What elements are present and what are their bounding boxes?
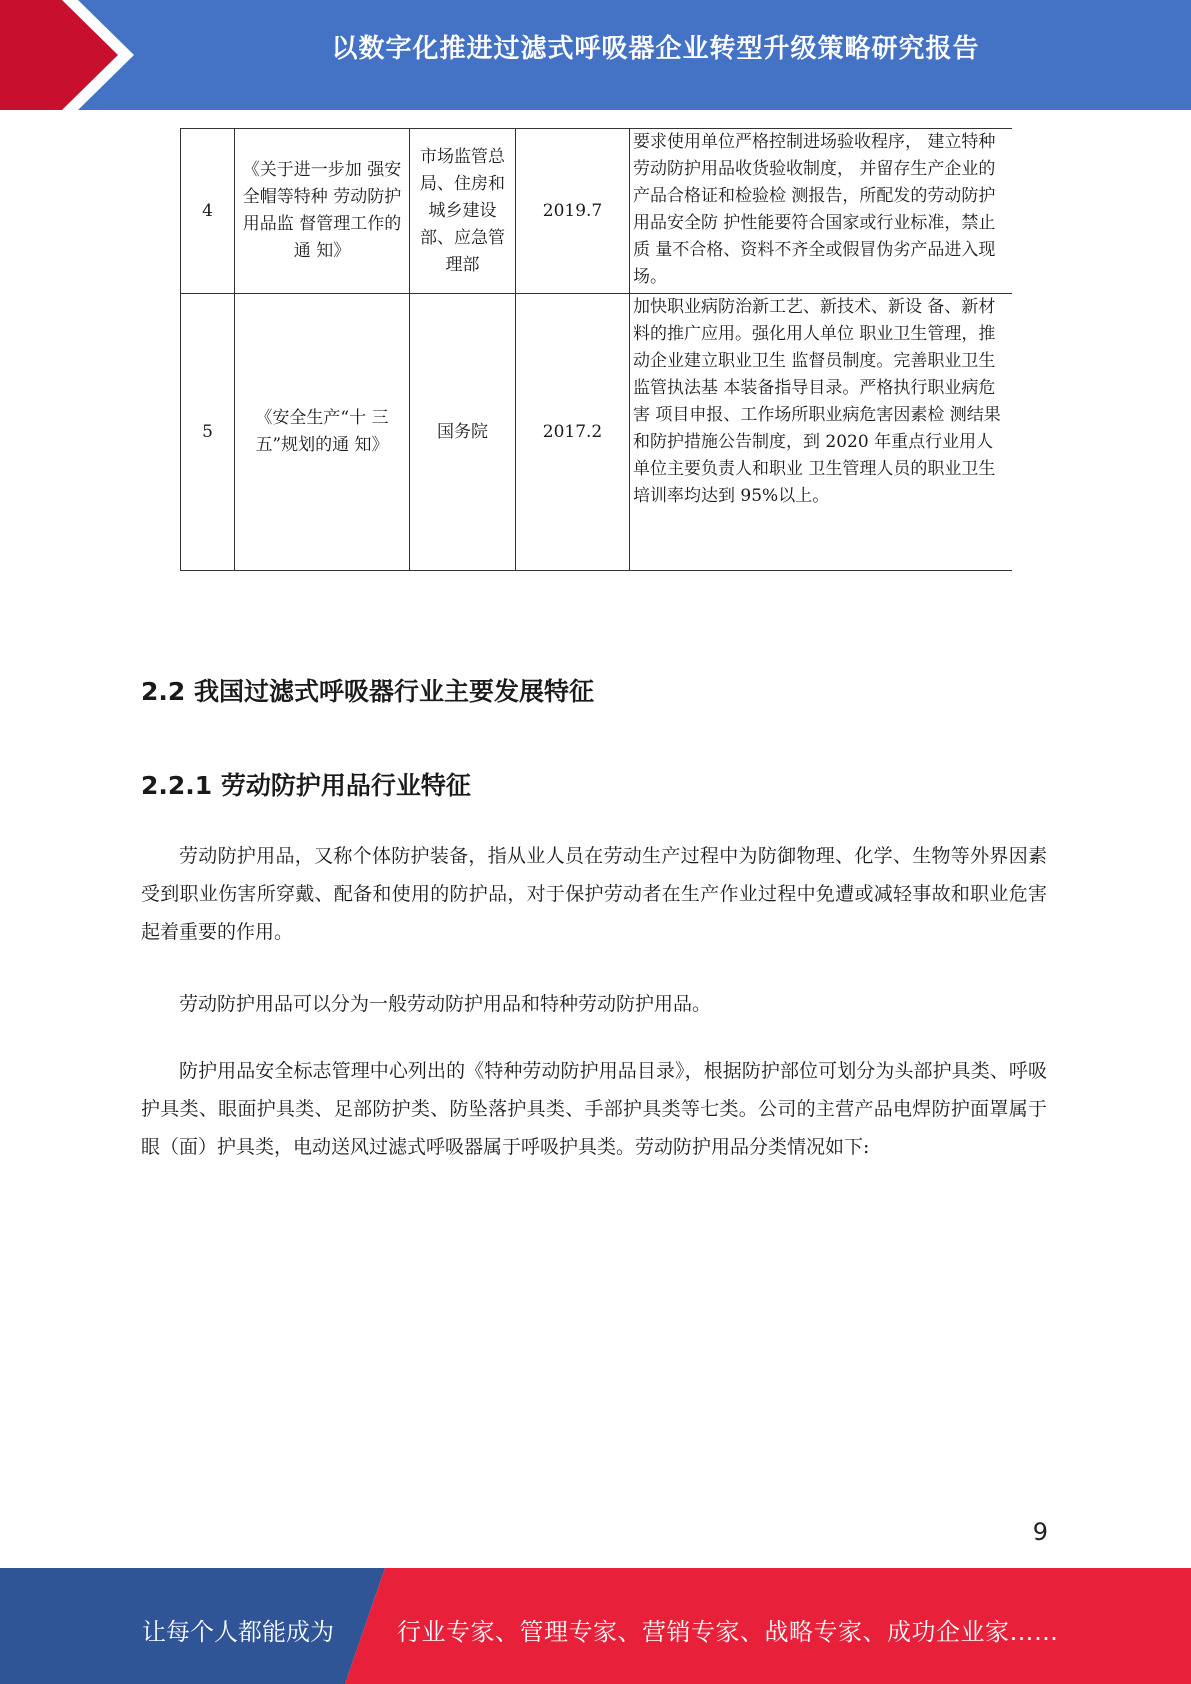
policy-content: 要求使用单位严格控制进场验收程序， 建立特种劳动防护用品收货验收制度， 并留存生产企业的产品合格证和检验检 测报告，所配发的劳动防护用品安全防 护性能要符合国家或行业标准，禁止质 量不合格、资料不齐全或假冒伪劣产品进入现场。 <box>630 129 1012 294</box>
footer-slogan-right: 行业专家、管理专家、营销专家、战略专家、成功企业家…… <box>397 1618 1059 1646</box>
document-name: 《关于进一步加 强安全帽等特种 劳动防护用品监 督管理工作的通 知》 <box>235 129 410 294</box>
header-arrow-icon <box>0 0 160 110</box>
document-title: 以数字化推进过滤式呼吸器企业转型升级策略研究报告 <box>331 34 980 64</box>
document-name: 《安全生产“十 三五”规划的通 知》 <box>235 294 410 571</box>
subsection-heading: 2.2.1 劳动防护用品行业特征 <box>141 771 471 800</box>
table-row <box>181 129 1012 294</box>
issue-date: 2017.2 <box>516 294 630 571</box>
row-index: 4 <box>181 129 235 294</box>
page-number: 9 <box>1032 1518 1048 1546</box>
footer-slogan-left: 让每个人都能成为 <box>142 1618 334 1646</box>
body-paragraph: 防护用品安全标志管理中心列出的《特种劳动防护用品目录》，根据防护部位可划分为头部护具类、呼吸护具类、眼面护具类、足部防护类、防坠落护具类、手部护具类等七类。公司的主营产品电焊防护面罩属于眼（面）护具类，电动送风过滤式呼吸器属于呼吸护具类。劳动防护用品分类情况如下: <box>141 1060 1047 1158</box>
policy-content: 加快职业病防治新工艺、新技术、新设 备、新材料的推广应用。强化用人单位 职业卫生管理，推动企业建立职业卫生 监督员制度。完善职业卫生监管执法基 本装备指导目录。严格执行职业病危害 项目申报、工作场所职业病危害因素检 测结果和防护措施公告制度，到 2020 年重点行业用人单位主要负责人和职业 卫生管理人员的职业卫生培训率均达到 95%以上。 <box>630 294 1012 571</box>
section-heading: 2.2 我国过滤式呼吸器行业主要发展特征 <box>141 677 594 706</box>
issuing-authority: 国务院 <box>410 294 516 571</box>
issue-date: 2019.7 <box>516 129 630 294</box>
body-paragraph: 劳动防护用品可以分为一般劳动防护用品和特种劳动防护用品。 <box>179 993 712 1015</box>
row-index: 5 <box>181 294 235 571</box>
policy-table <box>180 128 1012 571</box>
header-banner <box>0 0 1191 110</box>
body-paragraph: 劳动防护用品，又称个体防护装备，指从业人员在劳动生产过程中为防御物理、化学、生物等外界因素受到职业伤害所穿戴、配备和使用的防护品，对于保护劳动者在生产作业过程中免遭或减轻事故和职业危害起着重要的作用。 <box>141 845 1047 943</box>
footer-banner <box>0 1568 1191 1684</box>
table-row <box>181 294 1012 571</box>
issuing-authority: 市场监管总局、住房和城乡建设部、应急管理部 <box>410 129 516 294</box>
